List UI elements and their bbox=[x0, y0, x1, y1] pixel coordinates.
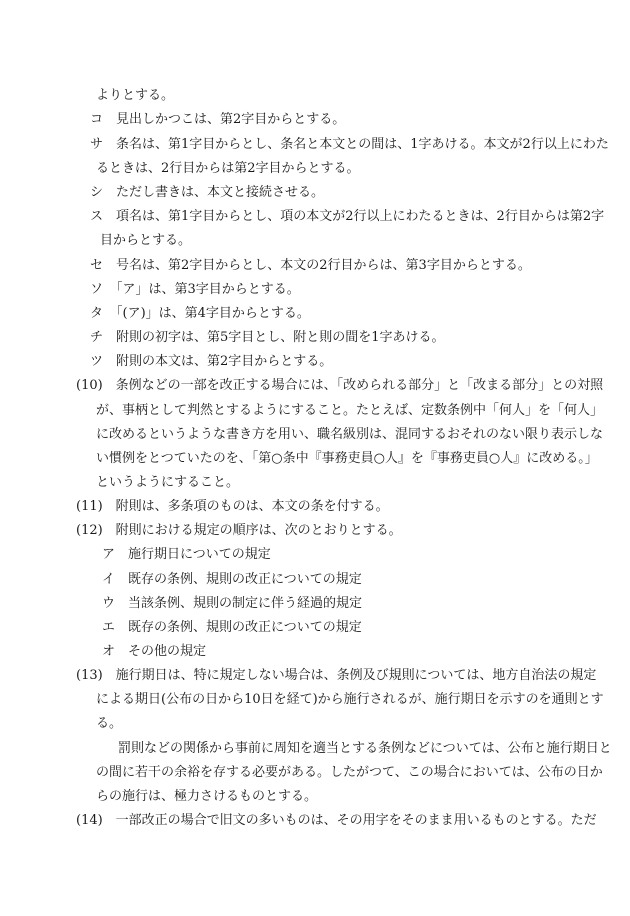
text-line: るときは、2行目からは第2字目からとする。 bbox=[96, 161, 360, 176]
section-14: (14) 一部改正の場合で旧文の多いものは、その用字をそのまま用いるものとする。ただ bbox=[76, 813, 597, 828]
item-ko: コ 見出しかつこは、第2字目からとする。 bbox=[90, 112, 346, 127]
section-10: (10) 条例などの一部を改正する場合には、「改められる部分」と「改まる部分」との対照 bbox=[76, 378, 604, 393]
text-line: というようにすること。 bbox=[96, 475, 240, 490]
item-shi: シ ただし書きは、本文と接続させる。 bbox=[90, 185, 325, 200]
sub-item-e: エ 既存の条例、規則の改正についての規定 bbox=[102, 620, 362, 635]
section-11: (11) 附則は、多条項のものは、本文の条を付する。 bbox=[76, 499, 389, 514]
item-so: ソ 「ア」は、第3字目からとする。 bbox=[90, 282, 300, 297]
text-line: 目からとする。 bbox=[100, 233, 192, 248]
item-chi: チ 附則の初字は、第5字目とし、附と則の間を1字あける。 bbox=[90, 330, 445, 345]
text-line: らの施行は、極力さけるものとする。 bbox=[96, 789, 318, 804]
sub-item-a: ア 施行期日についての規定 bbox=[102, 547, 271, 562]
item-se: セ 号名は、第2字目からとし、本文の2行目からは、第3字目からとする。 bbox=[90, 258, 531, 273]
item-tsu: ツ 附則の本文は、第2字目からとする。 bbox=[90, 354, 333, 369]
text-line: による期日(公布の日から10日を経て)から施行されるが、施行期日を示すのを通則とす bbox=[96, 692, 604, 707]
text-line: よりとする。 bbox=[96, 88, 175, 103]
text-line: い慣例をとつていたのを、「第○条中『事務吏員○人』を『事務吏員○人』に改める。」 bbox=[96, 451, 598, 466]
sub-item-o: オ その他の規定 bbox=[102, 644, 207, 659]
sub-item-u: ウ 当該条例、規則の制定に伴う経過的規定 bbox=[102, 596, 363, 611]
text-line: が、事柄として判然とするようにすること。たとえば、定数条例中「何人」を「何人」 bbox=[96, 403, 604, 418]
item-sa: サ 条名は、第1字目からとし、条名と本文との間は、1字あける。本文が2行以上にわた bbox=[90, 137, 609, 152]
text-line: に改めるというような書き方を用い、職名級別は、混同するおそれのない限り表示しな bbox=[96, 427, 604, 442]
sub-item-i: イ 既存の条例、規則の改正についての規定 bbox=[102, 572, 362, 587]
section-13: (13) 施行期日は、特に規定しない場合は、条例及び規則については、地方自治法の規定 bbox=[76, 668, 597, 683]
text-line: る。 bbox=[96, 716, 123, 731]
item-ta: タ 「(ア)」は、第4字目からとする。 bbox=[90, 306, 310, 321]
item-su: ス 項名は、第1字目からとし、項の本文が2行以上にわたるときは、2行目からは第2字 bbox=[90, 209, 605, 224]
section-12: (12) 附則における規定の順序は、次のとおりとする。 bbox=[76, 523, 402, 538]
text-line: 罰則などの関係から事前に周知を適当とする条例などについては、公布と施行期日と bbox=[118, 741, 612, 756]
text-line: の間に若干の余裕を存する必要がある。したがつて、この場合においては、公布の日か bbox=[96, 765, 603, 780]
